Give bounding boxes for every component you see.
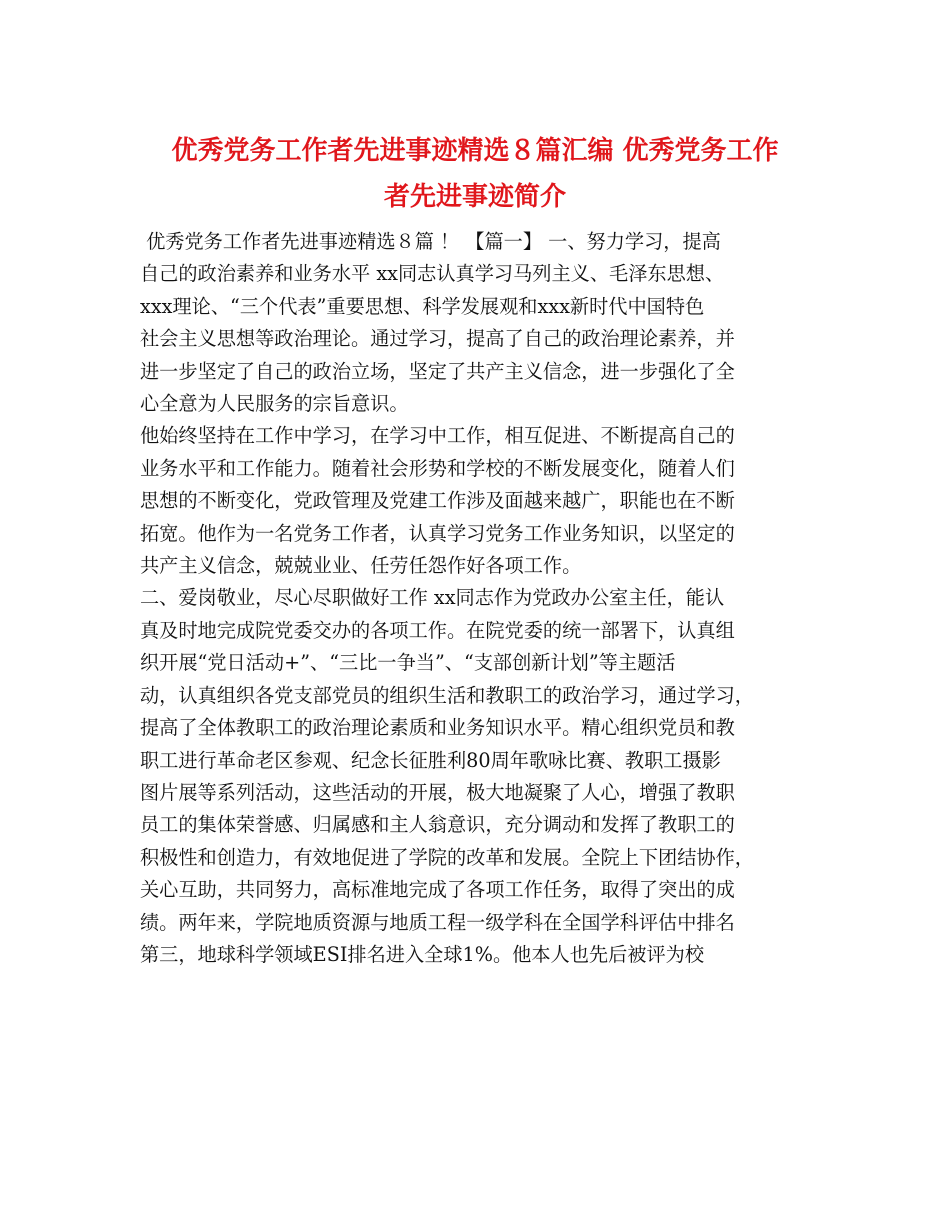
body-line: 第三，地球科学领域ESI排名进入全球1%。他本人也先后被评为校 [140,942,705,966]
body-line: 共产主义信念，兢兢业业、任劳任怨作好各项工作。 [140,554,582,578]
body-line: 二、爱岗敬业，尽心尽职做好工作 xx同志作为党政办公室主任，能认 [140,586,725,610]
body-line: 员工的集体荣誉感、归属感和主人翁意识，充分调动和发挥了教职工的 [140,813,735,837]
body-line: 业务水平和工作能力。随着社会形势和学校的不断发展变化，随着人们 [140,456,735,480]
body-line: 心全意为人民服务的宗旨意识。 [140,392,409,416]
body-line: 真及时地完成院党委交办的各项工作。在院党委的统一部署下，认真组 [140,618,735,642]
body-line: 思想的不断变化，党政管理及党建工作涉及面越来越广，职能也在不断 [140,489,735,513]
document-title [140,128,810,220]
document-body [140,226,812,971]
body-line: 优秀党务工作者先进事迹精选８篇 ！ 【篇一】 一、努力学习，提高 [140,230,721,253]
body-line: 织开展“党日活动+”、“三比一争当”、“支部创新计划”等主题活 [140,651,676,675]
body-line: 关心互助，共同努力，高标准地完成了各项工作任务，取得了突出的成 [140,878,735,902]
body-line: xxx理论、“三个代表”重要思想、科学发展观和xxx新时代中国特色 [140,294,705,318]
body-line: 社会主义思想等政治理论。通过学习，提高了自己的政治理论素养，并 [140,327,735,351]
body-line: 动，认真组织各党支部党员的组织生活和教职工的政治学习，通过学习， [140,683,754,707]
body-line: 绩。两年来，学院地质资源与地质工程一级学科在全国学科评估中排名 [140,910,735,934]
body-line: 他始终坚持在工作中学习，在学习中工作，相互促进、不断提高自己的 [140,424,735,448]
body-line: 进一步坚定了自己的政治立场，坚定了共产主义信念，进一步强化了全 [140,359,735,383]
title-line-1: 优秀党务工作者先进事迹精选８篇汇编 优秀党务工作 [171,136,779,166]
body-line: 拓宽。他作为一名党务工作者，认真学习党务工作业务知识，以坚定的 [140,521,735,545]
body-line: 提高了全体教职工的政治理论素质和业务知识水平。精心组织党员和教 [140,716,735,740]
body-line: 自己的政治素养和业务水平 xx同志认真学习马列主义、毛泽东思想、 [140,262,725,286]
title-line-2: 者先进事迹简介 [383,182,566,212]
body-line: 积极性和创造力，有效地促进了学院的改革和发展。全院上下团结协作， [140,845,754,869]
body-line: 职工进行革命老区参观、纪念长征胜利80周年歌咏比赛、教职工摄影 [140,748,721,772]
body-line: 图片展等系列活动，这些活动的开展，极大地凝聚了人心，增强了教职 [140,780,735,804]
